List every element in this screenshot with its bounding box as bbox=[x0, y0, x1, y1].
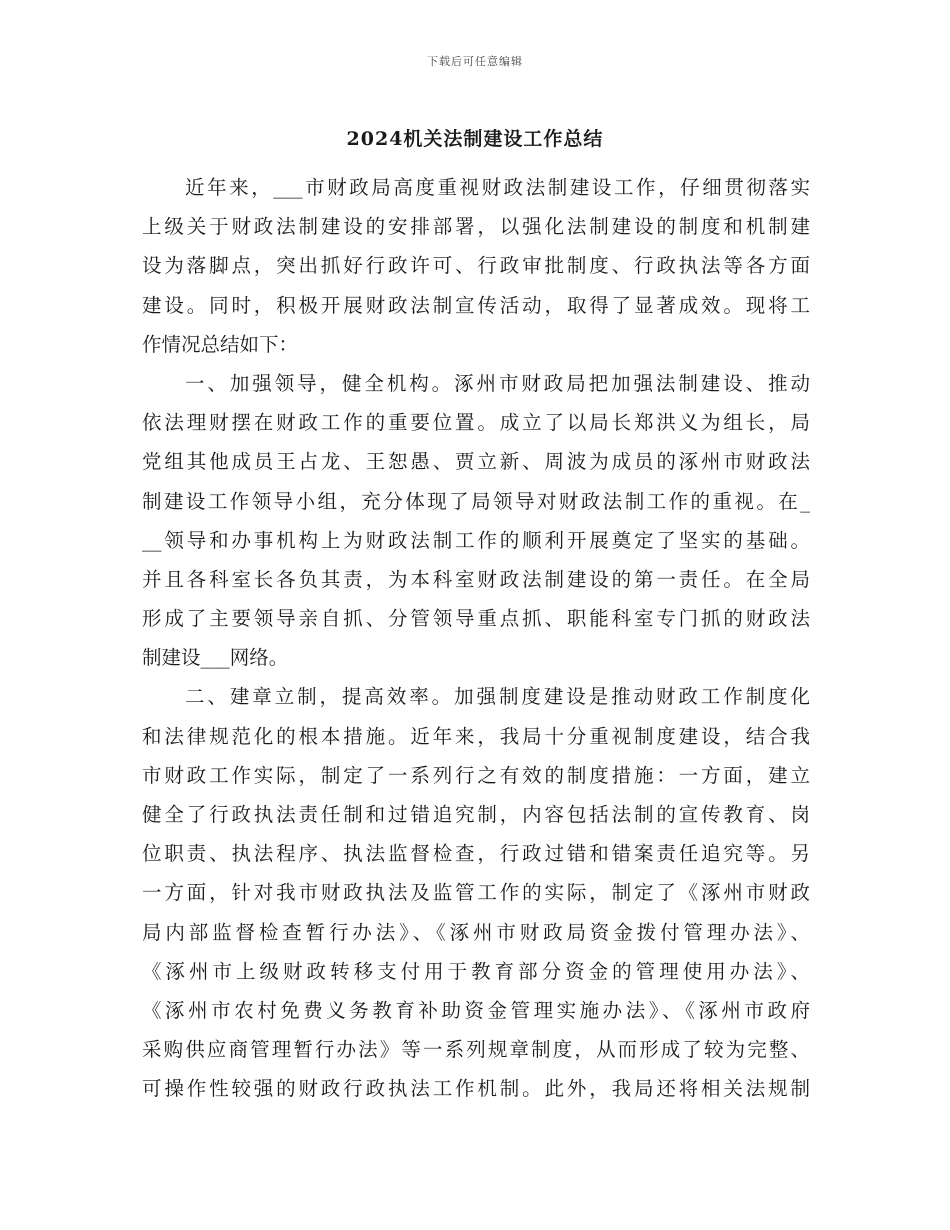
paragraph-line: 健全了行政执法责任制和过错追究制，内容包括法制的宣传教育、岗 bbox=[142, 803, 810, 826]
paragraph-line: 一方面，针对我市财政执法及监管工作的实际，制定了《涿州市财政 bbox=[142, 881, 810, 905]
paragraph-line: 《涿州市农村免费义务教育补助资金管理实施办法》、《涿州市政府 bbox=[142, 998, 810, 1022]
paragraph-line: 市财政工作实际，制定了一系列行之有效的制度措施：一方面，建立 bbox=[142, 763, 810, 787]
paragraph-line: 局内部监督检查暂行办法》、《涿州市财政局资金拨付管理办法》、 bbox=[142, 920, 810, 944]
paragraph-line: 采购供应商管理暂行办法》等一系列规章制度，从而形成了较为完整、 bbox=[142, 1038, 810, 1062]
paragraph-line: 二、建章立制，提高效率。加强制度建设是推动财政工作制度化 bbox=[185, 685, 810, 709]
document-title: 2024机关法制建设工作总结 bbox=[346, 128, 604, 150]
paragraph-line: 《涿州市上级财政转移支付用于教育部分资金的管理使用办法》、 bbox=[142, 959, 810, 983]
paragraph-line: 形成了主要领导亲自抓、分管领导重点抓、职能科室专门抓的财政法 bbox=[142, 607, 810, 631]
paragraph-line: 作情况总结如下： bbox=[142, 332, 299, 356]
header-note: 下载后可任意编辑 bbox=[427, 55, 523, 68]
paragraph-line: 设为落脚点，突出抓好行政许可、行政审批制度、行政执法等各方面 bbox=[142, 254, 810, 278]
paragraph-line: 建设。同时，积极开展财政法制宣传活动，取得了显著成效。现将工 bbox=[142, 293, 810, 317]
paragraph-line: 可操作性较强的财政行政执法工作机制。此外，我局还将相关法规制 bbox=[142, 1077, 810, 1101]
paragraph-line: 依法理财摆在财政工作的重要位置。成立了以局长郑洪义为组长，局 bbox=[142, 411, 810, 435]
paragraph-line: 和法律规范化的根本措施。近年来，我局十分重视制度建设，结合我 bbox=[142, 724, 810, 748]
paragraph-line: 近年来，___市财政局高度重视财政法制建设工作，仔细贯彻落实 bbox=[185, 176, 810, 199]
paragraph-line: 一、加强领导，健全机构。涿州市财政局把加强法制建设、推动 bbox=[185, 371, 810, 395]
paragraph-line: 党组其他成员王占龙、王恕愚、贾立新、周波为成员的涿州市财政法 bbox=[142, 450, 810, 474]
paragraph-line: 上级关于财政法制建设的安排部署，以强化法制建设的制度和机制建 bbox=[142, 215, 810, 239]
paragraph-line: 位职责、执法程序、执法监督检查，行政过错和错案责任追究等。另 bbox=[142, 842, 810, 866]
paragraph-line: 制建设___网络。 bbox=[142, 646, 289, 670]
paragraph-line: 制建设工作领导小组，充分体现了局领导对财政法制工作的重视。在_ bbox=[142, 489, 810, 513]
paragraph-line: __领导和办事机构上为财政法制工作的顺利开展奠定了坚实的基础。 bbox=[142, 528, 810, 552]
paragraph-line: 并且各科室长各负其责，为本科室财政法制建设的第一责任。在全局 bbox=[142, 567, 810, 591]
document-body bbox=[142, 168, 810, 1109]
